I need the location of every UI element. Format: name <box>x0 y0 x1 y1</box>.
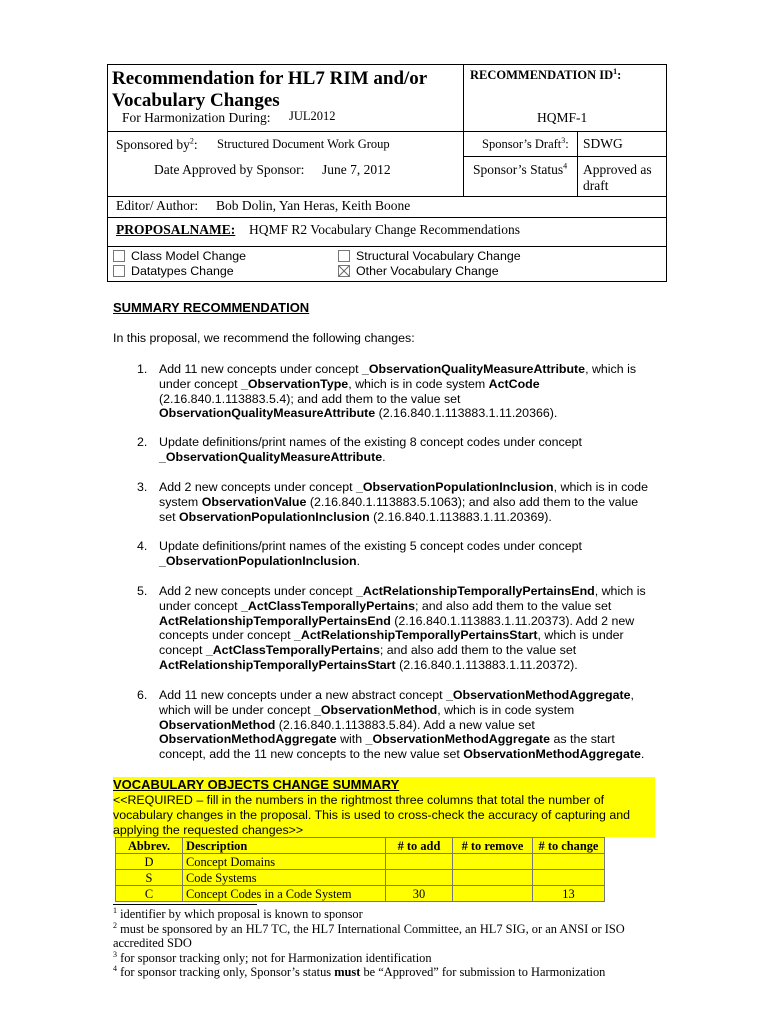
bold-term: _ObservationQualityMeasureAttribute <box>361 362 586 376</box>
text-run: . <box>356 553 361 568</box>
text-run: Update definitions/print names of the existing 8 concept codes under concept <box>159 435 582 449</box>
text-run: under concept <box>159 376 241 391</box>
header-divider-draft <box>463 156 667 157</box>
list-item-number: 3. <box>137 480 148 494</box>
text-run: Add 2 new concepts under concept <box>159 584 357 598</box>
text-run: with <box>336 732 366 747</box>
date-approved-value: June 7, 2012 <box>322 162 391 177</box>
table-row <box>116 886 605 902</box>
footnote-line <box>113 907 625 922</box>
text-run: (2.16.840.1.113883.1.11.20366). <box>375 406 558 421</box>
bold-term: ActCode <box>488 376 540 391</box>
list-item-line <box>159 495 638 510</box>
footnote-text: for sponsor tracking only; not for Harmonization identification <box>120 950 432 965</box>
header-value-divider <box>577 131 578 196</box>
text-run: . <box>382 449 386 464</box>
column-header: Description <box>183 838 386 854</box>
header-divider-proposal <box>108 217 667 218</box>
table-cell[interactable] <box>386 854 453 870</box>
harmonization-label: For Harmonization During: <box>122 110 271 125</box>
list-item-line <box>159 435 582 450</box>
list-item-line <box>159 732 615 747</box>
text-run: (2.16.840.1.113883.1.11.20369). <box>369 509 552 524</box>
footnote-text: be “Approved” for submission to Harmonization <box>360 965 606 979</box>
list-item-line <box>159 628 624 643</box>
list-item-line <box>159 658 578 673</box>
footnote-separator <box>113 904 257 905</box>
table-cell: Concept Domains <box>183 854 386 870</box>
list-item-number: 4. <box>137 539 148 553</box>
bold-term: ActRelationshipTemporallyPertainsStart <box>159 658 396 672</box>
title-line-1: Recommendation for HL7 RIM and/or <box>112 68 428 89</box>
footnote-line <box>113 965 625 980</box>
footnote-line <box>113 951 625 966</box>
list-item-line <box>159 362 636 377</box>
bold-term: ObservationQualityMeasureAttribute <box>159 406 376 421</box>
list-item-number: 2. <box>137 435 148 449</box>
sponsor-draft-label: Sponsor’s Draft$^3$: <box>482 135 569 151</box>
list-item-number: 6. <box>137 688 148 702</box>
text-run: (2.16.840.1.113883.5.1063); and also add them to the value <box>306 494 639 509</box>
table-cell[interactable]: 13 <box>533 886 605 902</box>
vocab-summary-table <box>115 837 605 902</box>
proposal-name-label: PROPOSALNAME: <box>116 222 236 237</box>
text-run: Add 11 new concepts under a new abstract concept <box>159 688 446 702</box>
editor-label: Editor/ Author: <box>116 198 199 213</box>
list-item-line <box>159 539 582 554</box>
footnote-number: 2 <box>113 920 117 930</box>
table-cell: Code Systems <box>183 870 386 886</box>
list-item-line <box>159 747 644 762</box>
structural-vocabulary-change-label: Structural Vocabulary Change <box>356 249 521 263</box>
sponsor-status-value-line-1: Approved as <box>583 162 652 177</box>
footnotes <box>113 907 625 980</box>
text-run: concept <box>159 643 206 658</box>
text-run: , which is <box>594 584 646 598</box>
sponsored-by-value: Structured Document Work Group <box>217 137 390 151</box>
text-run: Add 2 new concepts under concept <box>159 480 357 494</box>
text-run: (2.16.840.1.113883.1.11.20373). Add 2 new <box>390 613 635 628</box>
proposal-name-value: HQMF R2 Vocabulary Change Recommendations <box>249 222 520 237</box>
list-item-line <box>159 377 540 392</box>
list-item-number: 1. <box>137 362 148 376</box>
text-run: (2.16.840.1.113883.5.84). Add a new value set <box>275 717 535 732</box>
table-cell[interactable] <box>453 854 533 870</box>
summary-heading: SUMMARY RECOMMENDATION <box>113 300 310 315</box>
header-divider-checkboxes <box>108 246 667 247</box>
footnote-line <box>113 922 625 937</box>
text-run: as the start <box>550 732 615 747</box>
recommendation-id-label: RECOMMENDATION $ID^1$: <box>470 66 622 82</box>
text-run: Update definitions/print names of the existing 5 concept codes under concept <box>159 539 582 553</box>
other-vocabulary-change-checkbox[interactable] <box>338 265 350 277</box>
vocab-heading: VOCABULARY OBJECTS CHANGE SUMMARY <box>113 777 400 792</box>
editor-value: Bob Dolin, Yan Heras, Keith Boone <box>216 198 411 213</box>
column-header: # to add <box>386 838 453 854</box>
bold-term: _ObservationMethodAggregate <box>446 688 631 702</box>
title-line-2: Vocabulary Changes <box>112 90 280 111</box>
table-cell[interactable] <box>386 870 453 886</box>
bold-term: _ObservationPopulationInclusion <box>159 553 357 568</box>
vocab-note-line-3: applying the requested changes>> <box>113 823 304 837</box>
bold-term: _ActClassTemporallyPertains <box>240 598 415 613</box>
other-vocabulary-change-label: Other Vocabulary Change <box>356 264 499 278</box>
bold-term: _ActRelationshipTemporallyPertainsStart <box>294 628 538 643</box>
list-item-line <box>159 584 646 599</box>
list-item-line <box>159 643 576 658</box>
footnote-number: 3 <box>113 949 117 959</box>
footnote-number: 1 <box>113 905 117 915</box>
bold-term: ObservationMethodAggregate <box>159 732 337 747</box>
footnote-text: for sponsor tracking only, Sponsor’s status <box>120 965 335 979</box>
table-row <box>116 854 605 870</box>
list-item-line <box>159 599 611 614</box>
text-run: concept, add the 11 new concepts to the new value set <box>159 747 464 762</box>
text-run: which will be under concept <box>159 702 314 717</box>
vocab-note-line-2: vocabulary changes in the proposal. This is used to cross-check the accuracy of capturing and <box>113 808 631 822</box>
bold-term: ObservationMethod <box>159 717 276 732</box>
column-header: # to change <box>533 838 605 854</box>
header-divider-editor <box>108 196 667 197</box>
footnote-text: identifier by which proposal is known to sponsor <box>120 907 363 921</box>
table-cell[interactable]: 30 <box>386 886 453 902</box>
bold-term: _ActClassTemporallyPertains <box>205 643 380 658</box>
bold-term: _ObservationMethod <box>313 702 438 717</box>
vocab-note-line-1: <<REQUIRED – fill in the numbers in the rightmost three columns that total the number of <box>113 793 605 807</box>
class-model-change-checkbox[interactable] <box>113 250 125 262</box>
text-run: ; and also add them to the value set <box>379 643 577 658</box>
table-cell: D <box>116 854 183 870</box>
class-model-change-label: Class Model Change <box>131 249 247 263</box>
text-run: , which is in code <box>553 480 648 494</box>
text-run: , which is <box>585 362 637 376</box>
datatypes-change-label: Datatypes Change <box>131 264 234 278</box>
list-item-line <box>159 614 634 629</box>
checkbox-x-mark-icon <box>338 265 350 277</box>
list-item-line <box>159 510 552 525</box>
table-cell: S <box>116 870 183 886</box>
list-item-number: 5. <box>137 584 148 598</box>
bold-term: _ObservationPopulationInclusion <box>356 480 554 494</box>
text-run: concepts under concept <box>159 628 295 643</box>
bold-term: ObservationValue <box>201 494 307 509</box>
text-run: (2.16.840.1.113883.5.4); and add them to the value set <box>159 391 461 406</box>
text-run: under concept <box>159 598 241 613</box>
text-run: ; and also add them to the value set <box>415 598 612 613</box>
list-item-line <box>159 703 574 718</box>
text-run: , which is under <box>537 628 624 643</box>
table-cell[interactable] <box>453 886 533 902</box>
footnote-text: must be sponsored by an HL7 TC, the HL7 International Committee, an HL7 SIG, or an ANSI or ISO <box>120 921 625 936</box>
bold-term: _ObservationMethodAggregate <box>365 732 551 747</box>
table-cell: C <box>116 886 183 902</box>
footnote-text: accredited SDO <box>113 936 192 950</box>
text-run: (2.16.840.1.113883.1.11.20372). <box>395 658 578 672</box>
harmonization-value: JUL2012 <box>289 109 336 123</box>
table-header-row <box>116 838 605 854</box>
footnote-line <box>113 936 625 951</box>
list-item-line <box>159 688 634 703</box>
sponsor-status-value-line-2: draft <box>583 178 609 193</box>
footnote-number: 4 <box>113 963 117 973</box>
column-header: Abbrev. <box>116 838 183 854</box>
list-item-line <box>159 392 461 407</box>
sponsor-draft-value: SDWG <box>583 136 623 151</box>
bold-term: ObservationPopulationInclusion <box>178 509 370 524</box>
date-approved-label: Date Approved by Sponsor: <box>154 162 305 177</box>
text-run: , which is in code system <box>348 376 489 391</box>
text-run: . <box>640 747 645 762</box>
bold-term: _ActRelationshipTemporallyPertainsEnd <box>356 584 595 598</box>
summary-intro: In this proposal, we recommend the following changes: <box>113 331 415 345</box>
bold-term: _ObservationType <box>240 376 349 391</box>
bold-term: ActRelationshipTemporallyPertainsEnd <box>159 613 391 628</box>
text-run: , which is in code system <box>437 702 575 717</box>
text-run: set <box>159 509 179 524</box>
bold-term: ObservationMethodAggregate <box>463 747 641 762</box>
column-header: # to remove <box>453 838 533 854</box>
table-cell[interactable] <box>533 854 605 870</box>
structural-vocabulary-change-checkbox[interactable] <box>338 250 350 262</box>
datatypes-change-checkbox[interactable] <box>113 265 125 277</box>
footnote-emphasis: must <box>334 965 361 979</box>
sponsored-by-label: Sponsored $by^2$: <box>116 136 198 152</box>
table-cell[interactable] <box>533 870 605 886</box>
text-run: Add 11 new concepts under concept <box>159 362 362 376</box>
table-cell[interactable] <box>453 870 533 886</box>
list-item-line <box>159 480 648 495</box>
list-item-line <box>159 406 557 421</box>
table-cell: Concept Codes in a Code System <box>183 886 386 902</box>
text-run: system <box>159 494 202 509</box>
recommendation-id-value: HQMF-1 <box>537 110 588 125</box>
bold-term: _ObservationQualityMeasureAttribute <box>159 449 383 464</box>
sponsor-status-label: Sponsor’s Status$^4$ <box>473 161 568 177</box>
list-item-line <box>159 554 360 569</box>
list-item-line <box>159 718 535 733</box>
header-divider-id <box>463 131 667 132</box>
list-item-line <box>159 450 386 465</box>
text-run: , <box>630 688 634 702</box>
header-divider-title <box>108 131 463 132</box>
table-row <box>116 870 605 886</box>
